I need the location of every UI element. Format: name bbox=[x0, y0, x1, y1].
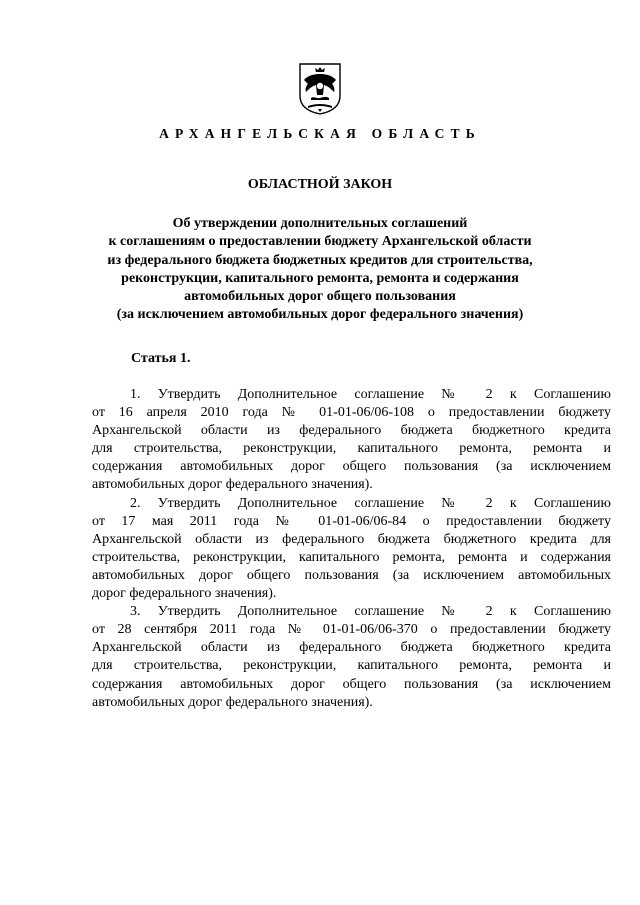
law-title-line: к соглашениям о предоставлении бюджету Архангельской области bbox=[108, 234, 532, 250]
paragraph-line: от 16 апреля 2010 года № 01-01-06/06-108 о предоставлении бюджету bbox=[92, 405, 611, 421]
paragraph-line: строительства, реконструкции, капитального ремонта, ремонта и содержания bbox=[92, 549, 611, 565]
paragraph-line: дорог федерального значения). bbox=[92, 586, 277, 602]
paragraph-line: автомобильных дорог федерального значения). bbox=[92, 477, 373, 493]
paragraph-line: содержания автомобильных дорог общего пользования (за исключением bbox=[92, 459, 611, 475]
paragraph-line: автомобильных дорог федерального значения). bbox=[92, 694, 373, 710]
law-title-line: реконструкции, капитального ремонта, ремонта и содержания bbox=[121, 270, 519, 286]
article-items bbox=[92, 386, 611, 712]
law-title-line: из федерального бюджета бюджетных кредитов для строительства, bbox=[107, 252, 533, 268]
paragraph-line: автомобильных дорог общего пользования (за исключением автомобильных bbox=[92, 567, 611, 583]
paragraph-line: 2. Утвердить Дополнительное соглашение № 2 к Соглашению bbox=[130, 495, 611, 511]
paragraph-line: для строительства, реконструкции, капитального ремонта, ремонта и bbox=[92, 658, 611, 674]
paragraph-line: Архангельской области из федерального бюджета бюджетного кредита bbox=[92, 640, 611, 656]
paragraph-line: 1. Утвердить Дополнительное соглашение № 2 к Соглашению bbox=[130, 387, 611, 402]
region-name: АРХАНГЕЛЬСКАЯ ОБЛАСТЬ bbox=[159, 126, 481, 141]
law-title-line: автомобильных дорог общего пользования bbox=[184, 289, 456, 305]
paragraph-line: от 17 мая 2011 года № 01-01-06/06-84 о предоставлении бюджету bbox=[92, 513, 611, 529]
coat-of-arms-icon bbox=[298, 62, 342, 116]
law-title bbox=[0, 215, 640, 325]
document-type: ОБЛАСТНОЙ ЗАКОН bbox=[247, 177, 393, 192]
paragraph-line: Архангельской области из федерального бюджета бюджетного кредита bbox=[92, 423, 611, 439]
paragraph-line: содержания автомобильных дорог общего пользования (за исключением bbox=[92, 676, 611, 692]
paragraph-line: от 28 сентября 2011 года № 01-01-06/06-370 о предоставлении бюджету bbox=[92, 622, 611, 638]
article-heading: Статья 1. bbox=[131, 351, 191, 366]
paragraph-line: 3. Утвердить Дополнительное соглашение № 2 к Соглашению bbox=[130, 604, 611, 620]
paragraph-line: для строительства, реконструкции, капитального ремонта, ремонта и bbox=[92, 441, 611, 457]
item-3 bbox=[92, 603, 611, 712]
paragraph-line: Архангельской области из федерального бюджета бюджетного кредита для bbox=[92, 531, 611, 547]
item-1 bbox=[92, 386, 611, 495]
item-2 bbox=[92, 495, 611, 604]
law-title-line: Об утверждении дополнительных соглашений bbox=[172, 216, 468, 231]
law-title-line: (за исключением автомобильных дорог федерального значения) bbox=[116, 307, 524, 323]
